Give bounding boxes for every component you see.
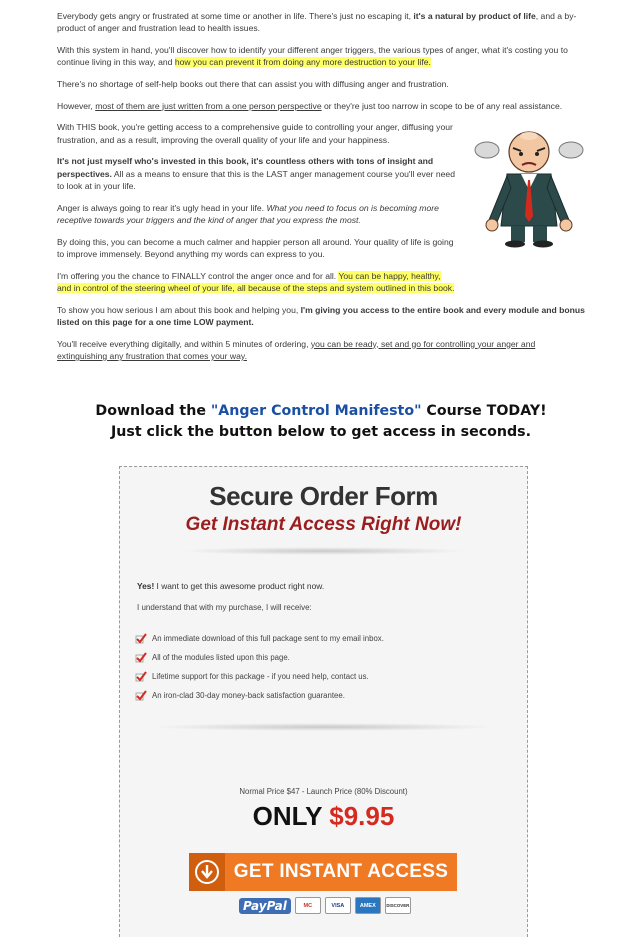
paragraph: By doing this, you can become a much calmer and happier person all around. Your quality of life is going to improve immensely. Beyond anything my words can express to you.: [57, 236, 454, 259]
discover-logo: DISCOVER: [385, 897, 411, 914]
paragraph: You'll receive everything digitally, and within 5 minutes of ordering, you can be ready, set and go for controlling your anger and extinguishing any frustration that comes your way.: [57, 338, 536, 361]
list-item: An immediate download of this full package sent to my email inbox.: [135, 629, 384, 648]
order-form: [119, 466, 528, 937]
paragraph: With this system in hand, you'll discover how to identify your different anger triggers, the various types of anger, what it's costing you to continue living in this way, and how you can prevent it from doing any more destruction to your life.: [57, 45, 568, 68]
paragraph: I'm offering you the chance to FINALLY control the anger once and for all. You can be happy, healthy, and in control of the steering wheel of your life, all because of the steps and system outlined in this book.: [57, 270, 455, 293]
order-form-title: Secure Order Form: [209, 481, 438, 511]
paragraph: To show you how serious I am about this book and helping you, I'm giving you access to the entire book and every module and bonus listed on this page for a one time LOW payment.: [57, 304, 585, 327]
check-icon: [135, 633, 147, 645]
mastercard-logo: MC: [295, 897, 321, 914]
get-instant-access-button[interactable]: [189, 853, 457, 891]
paragraph: It's not just myself who's invested in this book, it's countless others with tons of insight and perspectives. All as a means to ensure that this is the LAST anger management course you'll ever need to look at in your life.: [57, 156, 455, 191]
download-headline: [0, 401, 642, 443]
check-icon: [135, 652, 147, 664]
offer-price: ONLY $9.95: [252, 801, 395, 831]
paragraph: However, most of them are just written from a one person perspective or they're just too narrow in scope to be of any real assistance.: [57, 100, 563, 111]
amex-logo: AMEX: [355, 897, 381, 914]
visa-logo: VISA: [325, 897, 351, 914]
order-form-subtitle: Get Instant Access Right Now!: [185, 514, 462, 535]
paragraph: There's no shortage of self-help books out there that can assist you with diffusing anger and frustration.: [57, 79, 449, 89]
check-icon: [135, 671, 147, 683]
divider: [180, 547, 467, 555]
paragraph: Anger is always going to rear it's ugly head in your life. What you need to focus on is becoming more receptive towards your triggers and the kind of anger that you express the most.: [57, 202, 439, 225]
paragraph: With THIS book, you're getting access to a comprehensive guide to controlling your anger, diffusing your frustration, and as a result, improving the overall quality of your life and your happiness.: [57, 122, 453, 145]
list-item: All of the modules listed upon this page.: [135, 648, 384, 667]
cta-label: GET INSTANT ACCESS: [233, 861, 449, 882]
angry-man-illustration: [473, 128, 585, 248]
understand-statement: I understand that with my purchase, I will receive:: [137, 603, 312, 612]
check-icon: [135, 690, 147, 702]
benefit-list: [135, 629, 384, 705]
paypal-logo: PayPal: [239, 898, 291, 914]
download-arrow-icon: [194, 859, 220, 885]
divider: [150, 723, 497, 731]
download-icon-box: [189, 853, 225, 891]
headline-line-2: Just click the button below to get access in seconds.: [111, 424, 531, 440]
headline-line-1: Download the "Anger Control Manifesto" Course TODAY!: [95, 403, 547, 419]
paragraph: Everybody gets angry or frustrated at some time or another in life. There's just no escaping it, it's a natural by product of life, and a by-product of anger and frustration lead to health issues.: [57, 11, 577, 34]
payment-methods: [239, 897, 411, 914]
yes-statement: Yes! I want to get this awesome product right now.: [137, 581, 325, 591]
list-item: Lifetime support for this package - if you need help, contact us.: [135, 667, 384, 686]
list-item: An iron-clad 30-day money-back satisfaction guarantee.: [135, 686, 384, 705]
normal-price: Normal Price $47 - Launch Price (80% Discount): [239, 787, 408, 796]
